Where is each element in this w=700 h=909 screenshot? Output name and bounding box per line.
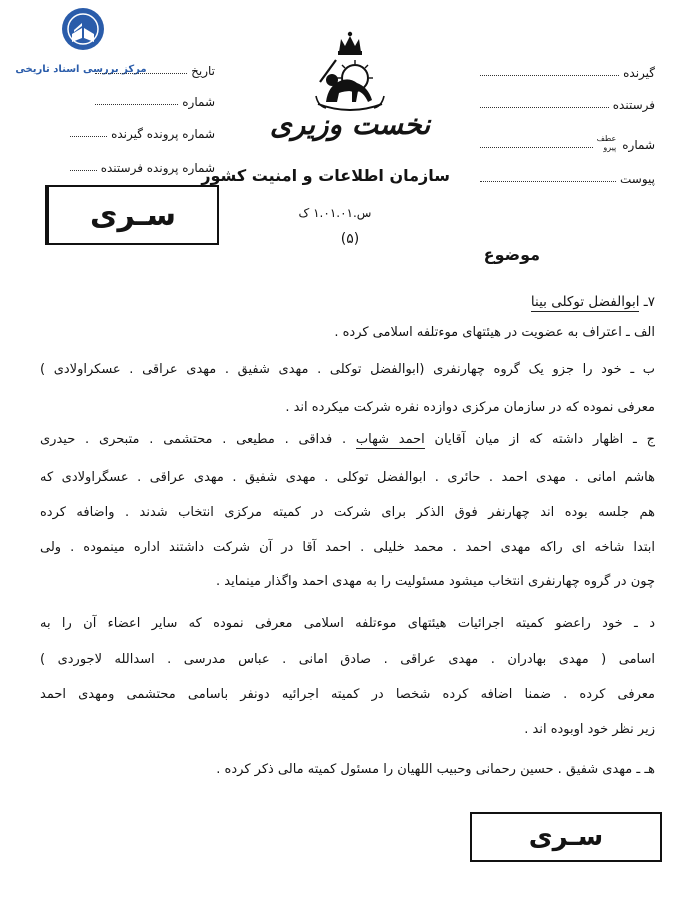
item-heading bbox=[40, 292, 655, 312]
reference-label: عطف bbox=[596, 134, 617, 143]
page-number: (۵) bbox=[340, 231, 360, 247]
body-line bbox=[40, 720, 655, 740]
subject-person-name: ابوالفضل توکلی بینا bbox=[530, 294, 640, 310]
body-text: معرفی نموده که در سازمان مرکزی دوازده نفره شرکت میکرده اند . bbox=[285, 400, 655, 415]
underlined-name: احمد شهاب bbox=[355, 432, 425, 447]
sender-label: فرستنده bbox=[612, 98, 655, 112]
body-text: ابتدا شاخه ای راکه مهدی احمد . محمد خلیلی . احمد آقا در آن شرکت داشتند اداره مینموده . ولی bbox=[40, 540, 655, 555]
body-line bbox=[40, 503, 655, 523]
subject-label: موضوع bbox=[483, 245, 540, 264]
body-text: ج ـ اظهار داشته که از میان آقایان bbox=[424, 432, 655, 447]
body-line bbox=[40, 468, 655, 488]
sender-file-number-label: شماره پرونده فرستنده bbox=[100, 161, 215, 175]
body-text: زیر نظر خود اوبوده اند . bbox=[524, 722, 655, 737]
dotted-leader bbox=[480, 75, 619, 76]
body-line bbox=[40, 650, 655, 670]
body-text: هم جلسه بوده اند چهارنفر فوق الذکر برای شرکت در کمیته مرکزی انتخاب شدند . واضافه کرده bbox=[40, 505, 655, 520]
organization-subtitle: سازمان اطلاعات و امنیت کشور bbox=[201, 166, 450, 185]
number-field bbox=[95, 91, 215, 109]
body-line bbox=[40, 685, 655, 705]
recipient-file-number-label: شماره پرونده گیرنده bbox=[111, 127, 215, 141]
recipient-label: گیرنده bbox=[623, 66, 655, 80]
classification-stamp-bottom: سـری bbox=[470, 812, 662, 862]
date-field bbox=[95, 60, 215, 78]
number-label: شماره bbox=[182, 95, 215, 109]
recipient-file-number-field bbox=[70, 123, 215, 141]
dotted-leader bbox=[480, 147, 593, 148]
dotted-leader bbox=[95, 73, 187, 74]
dotted-leader bbox=[70, 170, 97, 171]
body-line bbox=[40, 538, 655, 558]
body-line bbox=[40, 760, 655, 780]
watermark-text: مرکز بررسی اسناد تاریخی bbox=[15, 64, 147, 75]
body-text: هـ ـ مهدی شفیق . حسین رحمانی وحبیب اللهیان را مسئول کمیته مالی ذکر کرده . bbox=[216, 762, 655, 777]
classification-stamp-top: سـری bbox=[45, 185, 219, 245]
body-text: الف ـ اعتراف به عضویت در هیئتهای موءتلفه اسلامی کرده . bbox=[334, 325, 655, 340]
sender-file-number-field bbox=[70, 157, 215, 175]
book-icon bbox=[60, 6, 106, 52]
reference-type-stack bbox=[597, 134, 617, 152]
dotted-leader bbox=[480, 107, 609, 108]
body-text: چون در گروه چهارنفری انتخاب میشود مسئولیت را به مهدی احمد واگذار مینماید . bbox=[216, 574, 655, 589]
recipient-field bbox=[480, 62, 655, 80]
lion-and-sun-emblem bbox=[308, 30, 392, 114]
body-text: هاشم امانی . مهدی احمد . حائری . ابوالفضل توکلی . مهدی شفیق . مهدی عراقی . عسگراولادی که bbox=[40, 470, 655, 485]
body-line bbox=[40, 360, 655, 380]
dotted-leader bbox=[70, 136, 107, 137]
attachment-label: پیوست bbox=[620, 172, 655, 186]
body-line bbox=[40, 398, 655, 418]
body-text: اسامی ( مهدی بهادران . مهدی عراقی . صادق امانی . عباس مدرسی . اسدالله لاجوردی ) bbox=[40, 652, 655, 667]
sender-field bbox=[480, 94, 655, 112]
body-text: د ـ خود راعضو کمیته اجرائیات هیئتهای موءتلفه اسلامی معرفی نموده که سایر اعضاء آن را به bbox=[40, 616, 655, 631]
reference-number: س.۱.۰۱.۰۱ ک bbox=[298, 206, 372, 220]
body-text: . فداقی . مطیعی . محتشمی . متبحری . حیدری bbox=[40, 432, 356, 447]
dotted-leader bbox=[95, 104, 178, 105]
body-text: معرفی کرده . ضمنا اضافه کرده شخصا در کمیته اجرائیه دونفر باسامی محتشمی ومهدی احمد bbox=[40, 687, 655, 702]
body-text: ب ـ خود را جزو یک گروه چهارنفری (ابوالفضل توکلی . مهدی شفیق . مهدی عراقی . عسکراولادی ) bbox=[40, 362, 655, 377]
date-label: تاریخ bbox=[191, 64, 215, 78]
body-line bbox=[40, 323, 655, 343]
body-line bbox=[40, 614, 655, 634]
dotted-leader bbox=[480, 181, 616, 182]
following-label: پیرو bbox=[603, 143, 617, 152]
letter-number-label: شماره bbox=[622, 138, 655, 152]
body-line bbox=[40, 572, 655, 592]
letter-number-field bbox=[480, 130, 655, 152]
body-line bbox=[40, 430, 655, 450]
item-number: ۷ـ bbox=[639, 294, 655, 310]
organization-title: نخست وزیری bbox=[269, 108, 431, 141]
attachment-field bbox=[480, 168, 655, 186]
